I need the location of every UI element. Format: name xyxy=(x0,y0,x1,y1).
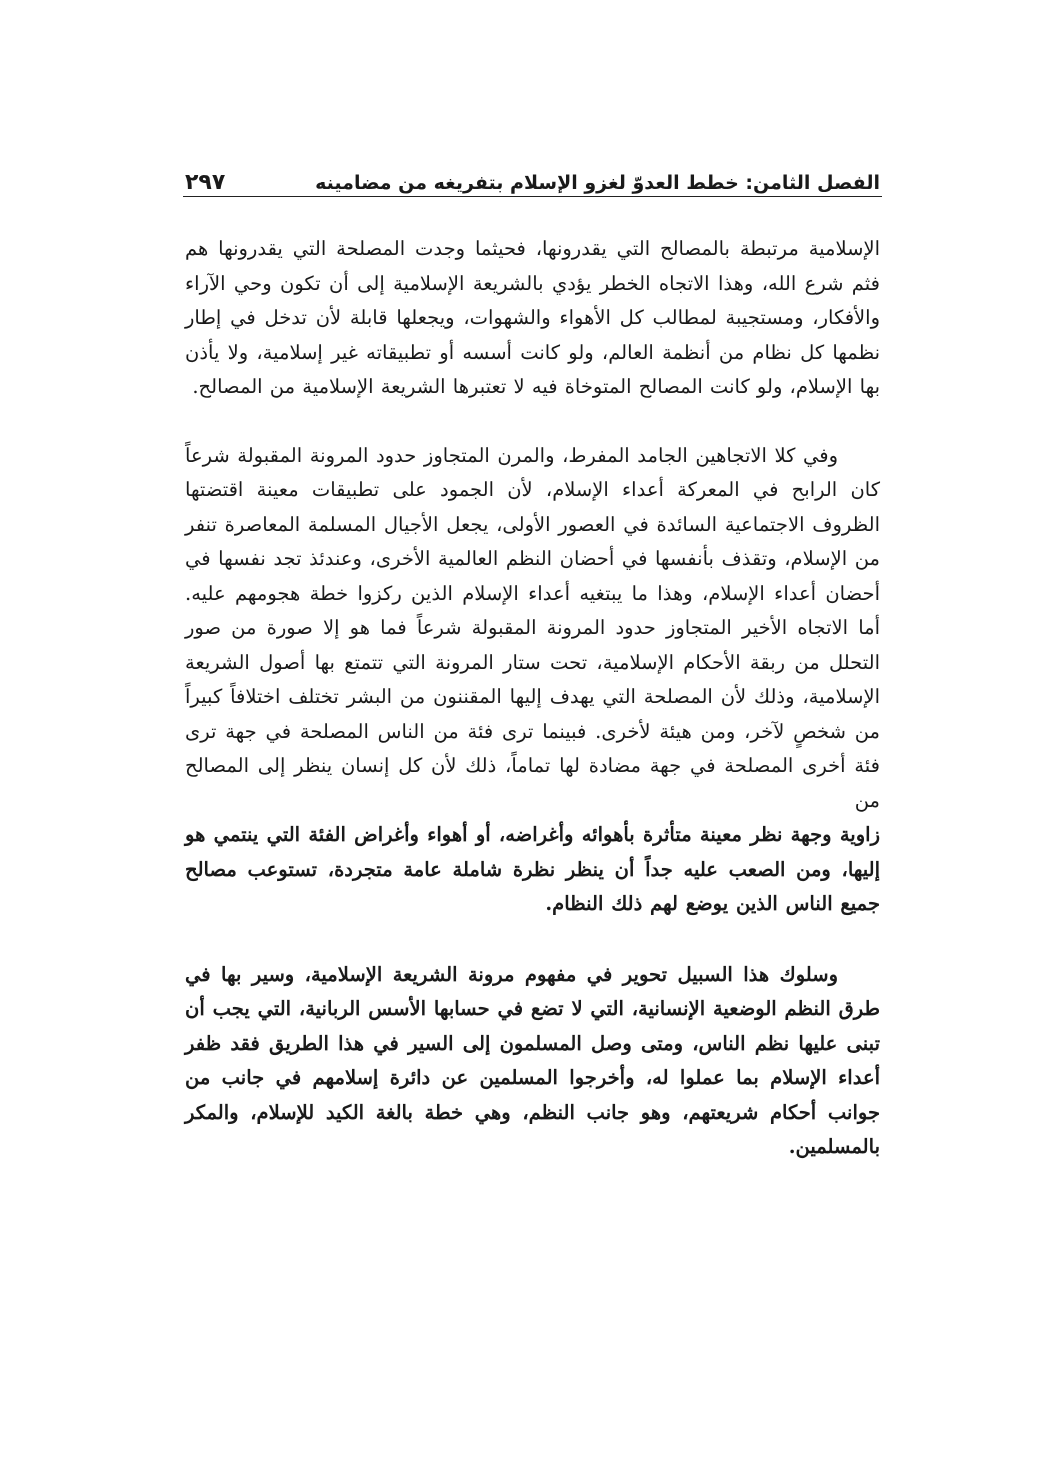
body-text xyxy=(185,232,880,1165)
paragraph-continuation: الإسلامية مرتبطة بالمصالح التي يقدرونها، فحيثما وجدت المصلحة التي يقدرونها هم فثم شرع الله، وهذا الاتجاه الخطر يؤدي بالشريعة الإسلامية إلى أن تكون وحي الآراء والأفكار، ومستجيبة لمطالب كل الأهواء والشهوات، ويجعلها قابلة لأن تدخل في إطار نظمها كل نظام من أنظمة العالم، ولو كانت أسسه أو تطبيقاته غير إسلامية، ولا يأذن بها الإسلام، ولو كانت المصالح المتوخاة فيه لا تعتبرها الشريعة الإسلامية من المصالح. xyxy=(185,237,880,398)
paragraph-two-extremes: وفي كلا الاتجاهين الجامد المفرط، والمرن المتجاوز حدود المرونة المقبولة شرعاً كان الرابح في المعركة أعداء الإسلام، لأن الجمود على تطبيقات معينة اقتضتها الظروف الاجتماعية السائدة في العصور الأولى، يجعل الأجيال المسلمة المعاصرة تنفر من الإسلام، وتقذف بأنفسها في أحضان النظم العالمية الأخرى، وعندئذ تجد نفسها في أحضان أعداء الإسلام، وهذا ما يبتغيه أعداء الإسلام الذين ركزوا خطة هجومهم عليه. أما الاتجاه الأخير المتجاوز حدود المرونة المقبولة شرعاً فما هو إلا صورة من صور التحلل من ربقة الأحكام الإسلامية، تحت ستار المرونة التي تتمتع بها أصول الشريعة الإسلامية، وذلك لأن المصلحة التي يهدف إليها المقننون من البشر تختلف اختلافاً كبيراً من شخصٍ لآخر، ومن هيئة لأخرى. فبينما ترى فئة من الناس المصلحة في جهة ترى فئة أخرى المصلحة في جهة مضادة لها تماماً، ذلك لأن كل إنسان ينظر إلى المصالح من xyxy=(185,443,880,812)
paragraph-conclusion: وسلوك هذا السبيل تحوير في مفهوم مرونة الشريعة الإسلامية، وسير بها في طرق النظم الوضعية الإنسانية، التي لا تضع في حسابها الأسس الربانية، التي يجب أن تبنى عليها نظم الناس، ومتى وصل المسلمون إلى السير في هذا الطريق فقد ظفر أعداء الإسلام بما عملوا له، وأخرجوا المسلمين عن دائرة إسلامهم في جانب من جوانب أحكام شريعتهم، وهو جانب النظم، وهي خطة بالغة الكيد للإسلام، والمكر بالمسلمين. xyxy=(185,962,880,1158)
header-divider xyxy=(183,196,882,197)
chapter-title: الفصل الثامن: خطط العدوّ لغزو الإسلام بتفريغه من مضامينه xyxy=(315,172,880,194)
paragraph-viewpoint: زاوية وجهة نظر معينة متأثرة بأهوائه وأغراضه، أو أهواء وأغراض الفئة التي ينتمي هو إليها، ومن الصعب عليه جداً أن ينظر نظرة شاملة عامة متجردة، تستوعب مصالح جميع الناس الذين يوضع لهم ذلك النظام. xyxy=(185,823,880,915)
page-number: ٢٩٧ xyxy=(185,170,226,195)
running-header xyxy=(185,160,880,196)
